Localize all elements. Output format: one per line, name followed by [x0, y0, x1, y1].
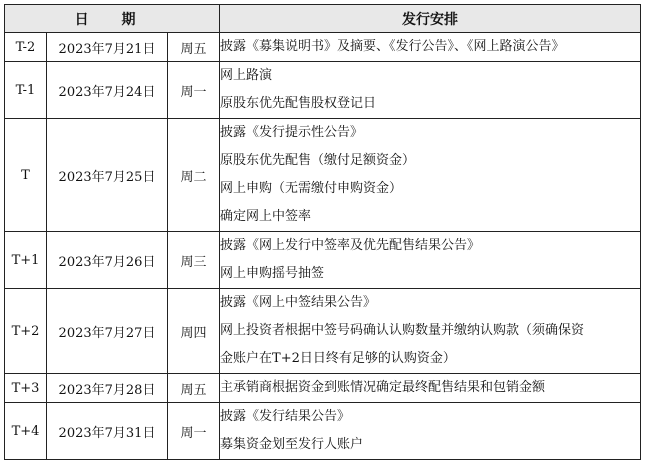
date-cell: 2023年7月21日	[47, 33, 168, 62]
date-cell: 2023年7月25日	[47, 119, 168, 232]
arrangement-line: 募集资金划至发行人账户	[220, 437, 364, 452]
day-code-cell: T+3	[5, 374, 47, 403]
date-cell: 2023年7月31日	[47, 403, 168, 460]
arrangement-cell	[220, 403, 641, 460]
arrangement-line: 原股东优先配售（缴付足额资金）	[220, 153, 416, 168]
date-cell: 2023年7月24日	[47, 62, 168, 119]
arrangement-line: 网上申购（无需缴付申购资金）	[220, 181, 403, 196]
table-header-row	[5, 5, 641, 33]
date-cell: 2023年7月28日	[47, 374, 168, 403]
date-cell: 2023年7月27日	[47, 289, 168, 374]
day-code-cell: T-1	[5, 62, 47, 119]
issuance-schedule-table	[4, 4, 641, 460]
day-code-cell: T	[5, 119, 47, 232]
weekday-cell: 周一	[168, 62, 220, 119]
table-row	[5, 62, 641, 119]
arrangement-cell	[220, 289, 641, 374]
weekday-cell: 周一	[168, 403, 220, 460]
table-row	[5, 289, 641, 374]
weekday-cell: 周三	[168, 232, 220, 289]
arrangement-line: 主承销商根据资金到账情况确定最终配售结果和包销金额	[220, 380, 546, 395]
day-code-cell: T-2	[5, 33, 47, 62]
day-code-cell: T+4	[5, 403, 47, 460]
arrangement-line: 披露《网上发行中签率及优先配售结果公告》	[220, 238, 481, 253]
arrangement-cell	[220, 62, 641, 119]
table-row	[5, 33, 641, 62]
arrangement-line: 披露《网上中签结果公告》	[220, 295, 377, 310]
weekday-cell: 周四	[168, 289, 220, 374]
table-row	[5, 232, 641, 289]
arrangement-line: 网上路演	[220, 68, 273, 83]
weekday-cell: 周五	[168, 374, 220, 403]
table-row	[5, 119, 641, 232]
arrangement-line: 原股东优先配售股权登记日	[220, 96, 377, 111]
day-code-cell: T+2	[5, 289, 47, 374]
date-column-header: 日 期	[5, 5, 220, 33]
arrangement-cell	[220, 119, 641, 232]
arrangement-cell	[220, 33, 641, 62]
arrangement-column-header: 发行安排	[220, 5, 641, 33]
arrangement-line: 披露《发行提示性公告》	[220, 125, 364, 140]
arrangement-line: 确定网上中签率	[220, 209, 312, 224]
arrangement-cell	[220, 232, 641, 289]
date-cell: 2023年7月26日	[47, 232, 168, 289]
table-row	[5, 403, 641, 460]
day-code-cell: T+1	[5, 232, 47, 289]
arrangement-line: 披露《发行结果公告》	[220, 409, 351, 424]
arrangement-cell	[220, 374, 641, 403]
arrangement-line: 网上投资者根据中签号码确认认购数量并缴纳认购款（须确保资	[220, 323, 585, 338]
weekday-cell: 周二	[168, 119, 220, 232]
arrangement-line: 金账户在T+2日日终有足够的认购资金）	[220, 351, 456, 366]
arrangement-line: 网上申购摇号抽签	[220, 266, 325, 281]
table-row	[5, 374, 641, 403]
weekday-cell: 周五	[168, 33, 220, 62]
arrangement-line: 披露《募集说明书》及摘要、《发行公告》、《网上路演公告》	[220, 39, 565, 54]
